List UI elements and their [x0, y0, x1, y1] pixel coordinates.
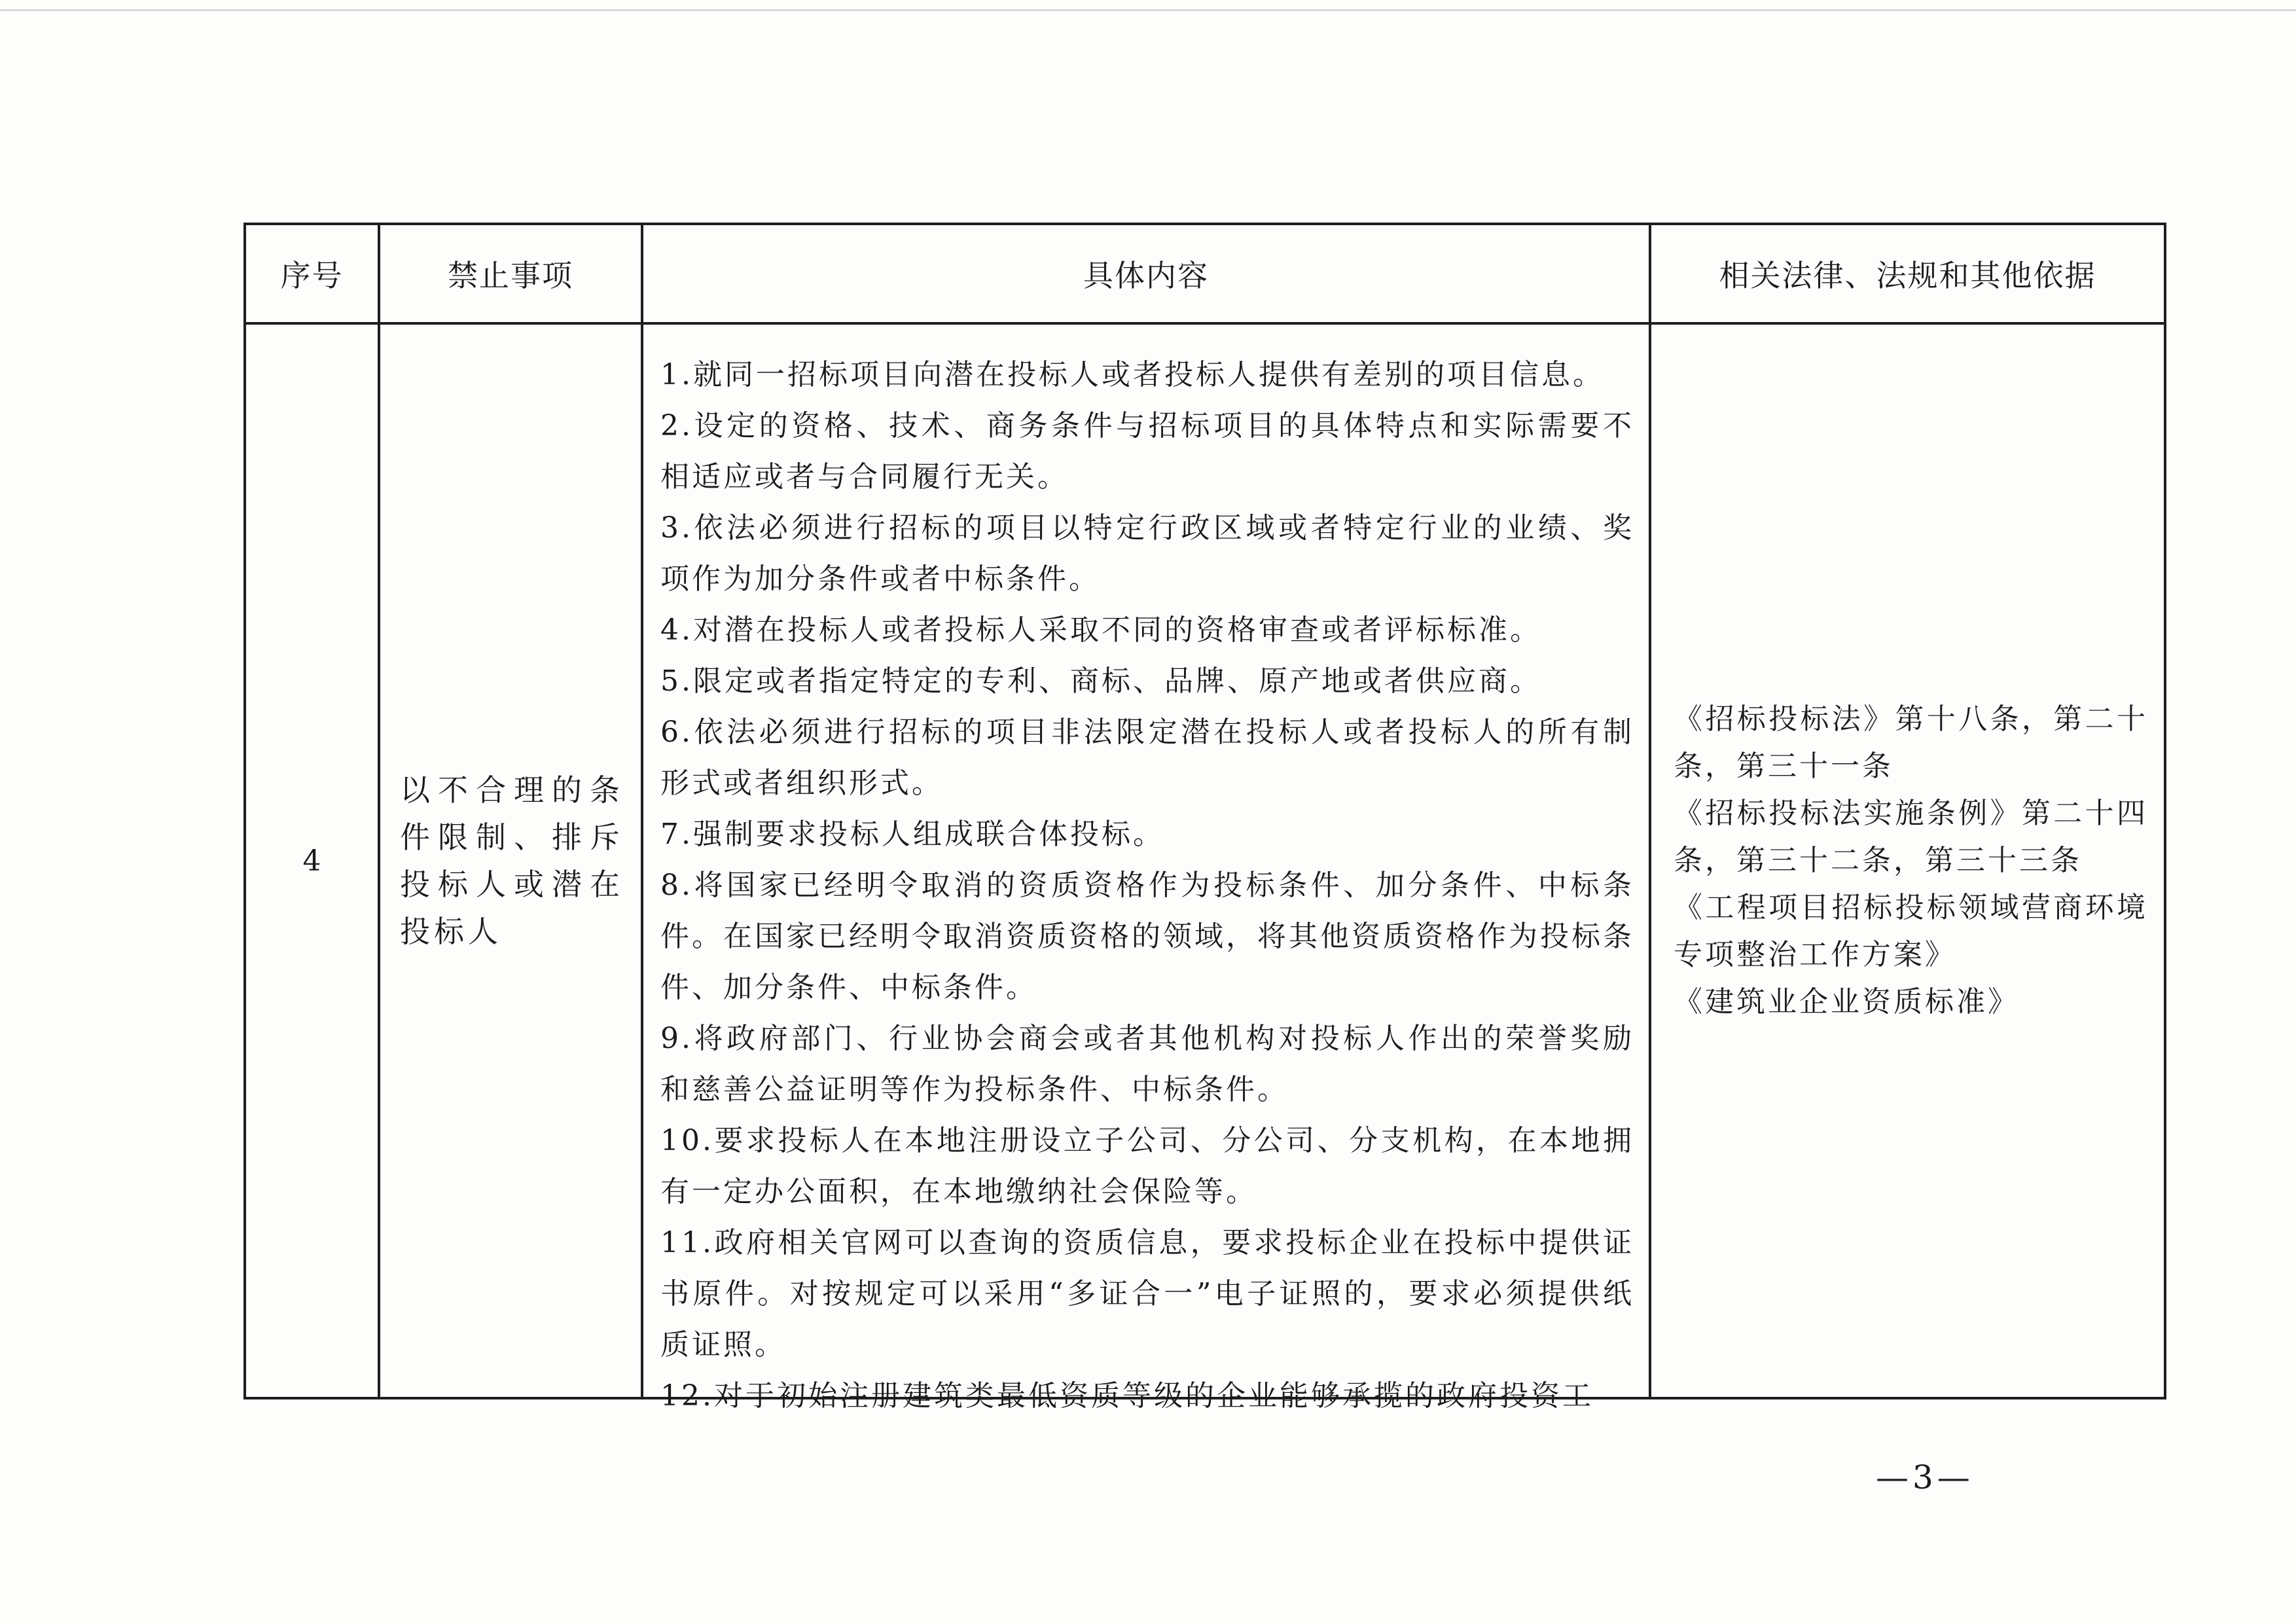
content-item-9: 9.将政府部门、行业协会商会或者其他机构对投标人作出的荣誉奖励和慈善公益证明等作为投标条件、中标条件。 — [660, 1022, 1634, 1106]
table-row — [245, 323, 2165, 1398]
content-item-1: 1.就同一招标项目向潜在投标人或者投标人提供有差别的项目信息。 — [660, 358, 1604, 391]
header-content: 具体内容 — [642, 224, 1650, 323]
row-content — [642, 323, 1650, 1413]
page-number: —3— — [1876, 1458, 1974, 1496]
row-prohibited-item: 以不合理的条件限制、排斥投标人或潜在投标人 — [379, 323, 642, 1398]
prohibited-items-table — [243, 223, 2166, 1413]
content-item-7: 7.强制要求投标人组成联合体投标。 — [660, 818, 1164, 851]
content-item-2: 2.设定的资格、技术、商务条件与招标项目的具体特点和实际需要不相适应或者与合同履行无关。 — [660, 409, 1634, 494]
content-item-4: 4.对潜在投标人或者投标人采取不同的资格审查或者评标标准。 — [660, 613, 1541, 647]
content-item-5: 5.限定或者指定特定的专利、商标、品牌、原产地或者供应商。 — [660, 664, 1541, 698]
basis-item-1: 《招标投标法》第十八条，第二十条，第三十一条 — [1674, 702, 2148, 783]
basis-item-3: 《工程项目招标投标领域营商环境专项整治工作方案》 — [1674, 891, 2148, 971]
content-item-10: 10.要求投标人在本地注册设立子公司、分公司、分支机构，在本地拥有一定办公面积，在本地缴纳社会保险等。 — [660, 1124, 1634, 1208]
header-seq: 序号 — [245, 224, 379, 323]
content-item-3: 3.依法必须进行招标的项目以特定行政区域或者特定行业的业绩、奖项作为加分条件或者中标条件。 — [660, 511, 1634, 596]
basis-item-2: 《招标投标法实施条例》第二十四条，第三十二条，第三十三条 — [1674, 797, 2148, 877]
content-item-6: 6.依法必须进行招标的项目非法限定潜在投标人或者投标人的所有制形式或者组织形式。 — [660, 715, 1634, 800]
header-legal-basis: 相关法律、法规和其他依据 — [1650, 224, 2165, 323]
scan-edge-line — [0, 9, 2296, 11]
basis-item-4: 《建筑业企业资质标准》 — [1674, 985, 2019, 1019]
row-seq: 4 — [245, 323, 379, 1398]
content-item-12: 12.对于初始注册建筑类最低资质等级的企业能够承揽的政府投资工 — [660, 1379, 1594, 1413]
row-legal-basis — [1650, 323, 2165, 1398]
header-prohibited-item: 禁止事项 — [379, 224, 642, 323]
table-header-row — [245, 224, 2165, 323]
content-item-11: 11.政府相关官网可以查询的资质信息，要求投标企业在投标中提供证书原件。对按规定可以采用“多证合一”电子证照的，要求必须提供纸质证照。 — [660, 1226, 1634, 1362]
content-item-8: 8.将国家已经明令取消的资质资格作为投标条件、加分条件、中标条件。在国家已经明令取消资质资格的领域，将其他资质资格作为投标条件、加分条件、中标条件。 — [660, 869, 1634, 1004]
